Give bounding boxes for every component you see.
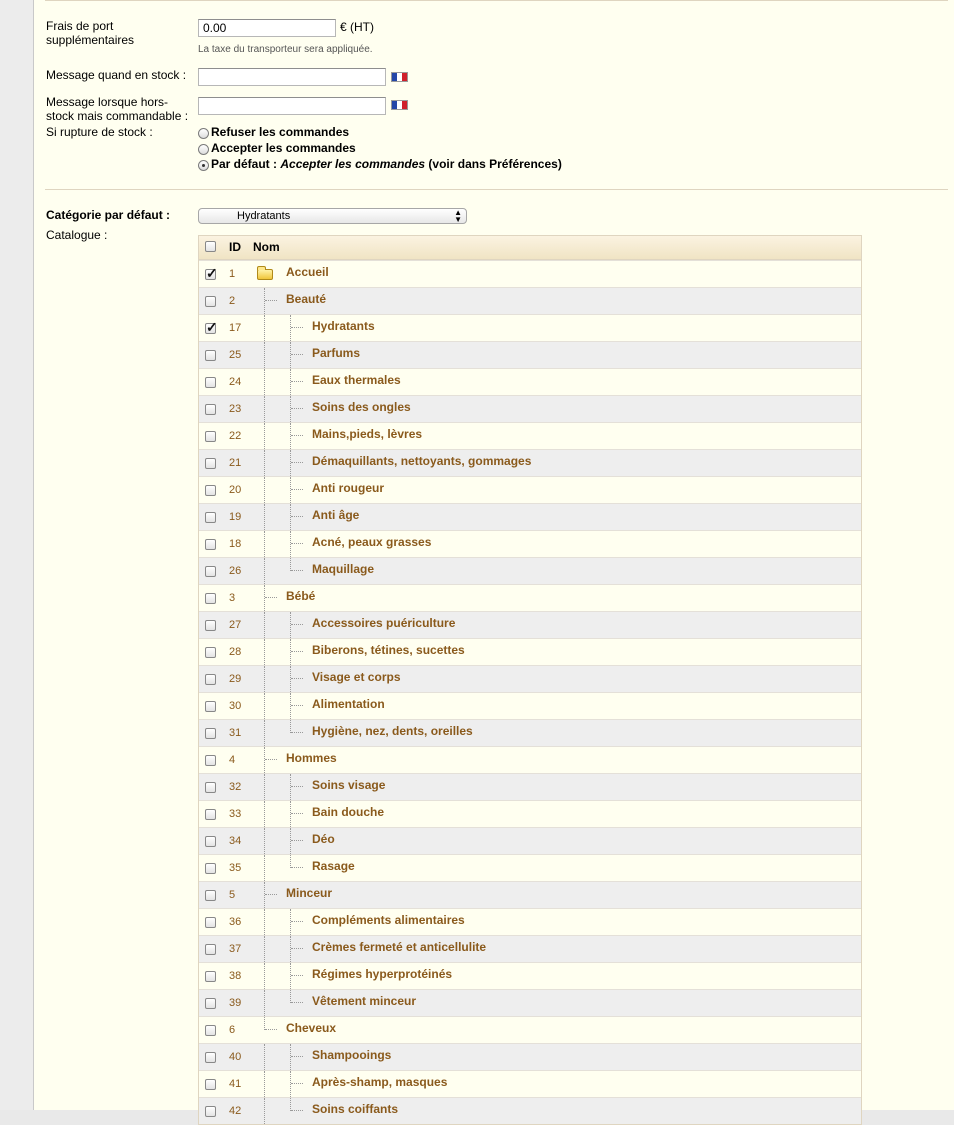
category-row[interactable] <box>199 341 861 368</box>
tree-line <box>264 1044 265 1070</box>
category-id: 39 <box>229 997 242 1009</box>
tree-line <box>290 639 291 665</box>
tree-line <box>264 720 265 746</box>
tree-branch <box>291 921 303 922</box>
category-checkbox[interactable] <box>205 512 216 523</box>
category-row[interactable] <box>199 1070 861 1097</box>
shipping-label <box>46 19 134 47</box>
category-name-link[interactable]: Soins coiffants <box>312 1102 399 1116</box>
category-checkbox[interactable] <box>205 431 216 442</box>
tree-branch <box>291 381 303 382</box>
category-row[interactable] <box>199 1016 861 1043</box>
category-name-link[interactable]: Accueil <box>286 265 329 279</box>
category-row[interactable] <box>199 260 861 287</box>
tree-line <box>264 666 265 692</box>
radio-refuse-label: Refuser les commandes <box>211 125 350 139</box>
category-checkbox[interactable] <box>205 728 216 739</box>
tree-branch <box>291 570 303 571</box>
tree-branch <box>291 867 303 868</box>
category-checkbox[interactable] <box>205 458 216 469</box>
category-id: 17 <box>229 322 242 334</box>
tree-line <box>290 828 291 854</box>
category-checkbox[interactable] <box>205 971 216 982</box>
category-name-link[interactable]: Vêtement minceur <box>312 994 417 1008</box>
category-checkbox[interactable] <box>205 269 216 280</box>
product-form-panel <box>34 0 954 1117</box>
radio-button-selected[interactable] <box>198 160 209 171</box>
category-name-link[interactable]: Biberons, tétines, sucettes <box>312 643 465 657</box>
tree-branch <box>291 813 303 814</box>
category-id: 37 <box>229 943 242 955</box>
category-row[interactable] <box>199 881 861 908</box>
category-id: 24 <box>229 376 242 388</box>
category-id: 4 <box>229 754 236 766</box>
category-row[interactable] <box>199 935 861 962</box>
category-name-link[interactable]: Hygiène, nez, dents, oreilles <box>312 724 473 738</box>
tree-line <box>264 396 265 422</box>
tree-line <box>264 477 265 503</box>
tree-line <box>264 693 265 719</box>
category-name-link[interactable]: Beauté <box>286 292 327 306</box>
tree-line <box>290 666 291 692</box>
category-checkbox[interactable] <box>205 350 216 361</box>
category-id: 3 <box>229 592 236 604</box>
category-checkbox[interactable] <box>205 647 216 658</box>
radio-button[interactable] <box>198 128 209 139</box>
category-id: 26 <box>229 565 242 577</box>
tree-branch <box>291 354 303 355</box>
category-checkbox[interactable] <box>205 674 216 685</box>
category-name-link[interactable]: Shampooings <box>312 1048 392 1062</box>
tree-branch <box>291 1083 303 1084</box>
tree-branch <box>291 840 303 841</box>
tree-line <box>290 504 291 530</box>
category-id: 28 <box>229 646 242 658</box>
category-id: 40 <box>229 1051 242 1063</box>
category-name-link[interactable]: Mains,pieds, lèvres <box>312 427 423 441</box>
category-name-link[interactable]: Déo <box>312 832 335 846</box>
tree-branch <box>291 678 303 679</box>
category-checkbox[interactable] <box>205 1106 216 1117</box>
category-name-link[interactable]: Bébé <box>286 589 316 603</box>
category-id: 29 <box>229 673 242 685</box>
category-id: 2 <box>229 295 236 307</box>
default-category-select[interactable] <box>198 208 467 224</box>
tree-line <box>264 882 265 908</box>
oos-policy-label: Si rupture de stock : <box>46 125 153 139</box>
category-id: 19 <box>229 511 242 523</box>
radio-refuse-orders[interactable] <box>198 124 349 140</box>
category-checkbox[interactable] <box>205 1025 216 1036</box>
category-row[interactable] <box>199 827 861 854</box>
category-row[interactable] <box>199 1043 861 1070</box>
shipping-hint: La taxe du transporteur sera appliquée. <box>198 44 373 55</box>
select-arrows-icon: ▲ ▼ <box>454 208 462 224</box>
tree-line <box>264 828 265 854</box>
radio-accept-orders[interactable] <box>198 140 356 156</box>
stock-message-input[interactable] <box>198 68 386 86</box>
stock-message-label: Message quand en stock : <box>46 68 187 82</box>
tree-branch <box>265 894 277 895</box>
category-checkbox[interactable] <box>205 917 216 928</box>
category-checkbox[interactable] <box>205 593 216 604</box>
category-row[interactable] <box>199 1097 861 1124</box>
tree-line <box>264 504 265 530</box>
category-id: 31 <box>229 727 242 739</box>
shipping-label-line2: supplémentaires <box>46 33 135 47</box>
section-divider <box>45 189 948 190</box>
category-id: 6 <box>229 1024 236 1036</box>
oos-message-label <box>46 95 188 123</box>
category-id: 23 <box>229 403 242 415</box>
tree-line <box>264 774 265 800</box>
tree-branch <box>265 759 277 760</box>
tree-line <box>290 1044 291 1070</box>
category-checkbox[interactable] <box>205 890 216 901</box>
category-checkbox[interactable] <box>205 377 216 388</box>
category-name-link[interactable]: Visage et corps <box>312 670 401 684</box>
category-id: 21 <box>229 457 242 469</box>
tree-line <box>290 477 291 503</box>
tree-branch <box>265 597 277 598</box>
tree-branch <box>291 408 303 409</box>
tree-line <box>290 369 291 395</box>
category-row[interactable] <box>199 854 861 881</box>
category-name-link[interactable]: Régimes hyperprotéinés <box>312 967 453 981</box>
tree-line <box>264 1098 265 1124</box>
tree-line <box>290 531 291 557</box>
category-checkbox[interactable] <box>205 296 216 307</box>
radio-default-orders[interactable] <box>198 156 562 172</box>
french-flag-icon[interactable] <box>391 72 408 82</box>
tree-line <box>290 936 291 962</box>
category-id: 30 <box>229 700 242 712</box>
radio-accept-label: Accepter les commandes <box>211 141 356 155</box>
category-row[interactable] <box>199 422 861 449</box>
category-name-link[interactable]: Démaquillants, nettoyants, gommages <box>312 454 532 468</box>
category-name-link[interactable]: Maquillage <box>312 562 375 576</box>
select-all-checkbox[interactable] <box>205 241 216 252</box>
category-id: 34 <box>229 835 242 847</box>
category-name-link[interactable]: Anti rougeur <box>312 481 384 495</box>
oos-message-input[interactable] <box>198 97 386 115</box>
tree-branch <box>291 435 303 436</box>
category-tree-table <box>198 235 862 1125</box>
tree-branch <box>291 786 303 787</box>
category-row[interactable] <box>199 557 861 584</box>
category-row[interactable] <box>199 287 861 314</box>
tree-branch <box>291 948 303 949</box>
category-id: 20 <box>229 484 242 496</box>
radio-default-prefix: Par défaut : <box>211 157 281 171</box>
category-row[interactable] <box>199 395 861 422</box>
category-id: 5 <box>229 889 236 901</box>
category-id: 41 <box>229 1078 242 1090</box>
category-row[interactable] <box>199 719 861 746</box>
category-name-link[interactable]: Hommes <box>286 751 337 765</box>
category-name-link[interactable]: Bain douche <box>312 805 385 819</box>
catalogue-label: Catalogue : <box>46 228 108 242</box>
column-header-id: ID <box>229 240 241 254</box>
tree-branch <box>291 1002 303 1003</box>
tree-line <box>264 288 265 314</box>
tree-branch <box>291 1056 303 1057</box>
category-row[interactable] <box>199 638 861 665</box>
radio-default-suffix: (voir dans Préférences) <box>425 157 562 171</box>
tree-line <box>290 774 291 800</box>
category-checkbox[interactable] <box>205 944 216 955</box>
category-id: 18 <box>229 538 242 550</box>
category-checkbox[interactable] <box>205 620 216 631</box>
oos-message-label-line1: Message lorsque hors- <box>46 95 169 109</box>
tree-branch <box>291 327 303 328</box>
tree-line <box>290 612 291 638</box>
tree-line <box>290 423 291 449</box>
column-header-name: Nom <box>253 240 280 254</box>
category-checkbox[interactable] <box>205 836 216 847</box>
tree-line <box>290 801 291 827</box>
category-checkbox[interactable] <box>205 485 216 496</box>
tree-line <box>264 423 265 449</box>
category-row[interactable] <box>199 962 861 989</box>
category-id: 1 <box>229 268 236 280</box>
tree-branch <box>291 1110 303 1111</box>
tree-line <box>264 531 265 557</box>
category-row[interactable] <box>199 503 861 530</box>
tree-line <box>264 558 265 584</box>
default-category-label: Catégorie par défaut : <box>46 208 171 222</box>
tree-line <box>264 801 265 827</box>
category-name-link[interactable]: Cheveux <box>286 1021 337 1035</box>
category-row[interactable] <box>199 476 861 503</box>
category-row[interactable] <box>199 665 861 692</box>
category-id: 33 <box>229 808 242 820</box>
french-flag-icon[interactable] <box>391 100 408 110</box>
tree-line <box>290 450 291 476</box>
tree-branch <box>291 705 303 706</box>
tree-line <box>290 1071 291 1097</box>
category-row[interactable] <box>199 692 861 719</box>
category-id: 36 <box>229 916 242 928</box>
tree-line <box>264 747 265 773</box>
tree-line <box>290 396 291 422</box>
category-id: 22 <box>229 430 242 442</box>
tree-line <box>264 990 265 1016</box>
category-name-link[interactable]: Hydratants <box>312 319 375 333</box>
category-row[interactable] <box>199 908 861 935</box>
tree-line <box>264 936 265 962</box>
category-row[interactable] <box>199 746 861 773</box>
category-row[interactable] <box>199 800 861 827</box>
category-checkbox[interactable] <box>205 755 216 766</box>
category-name-link[interactable]: Après-shamp, masques <box>312 1075 448 1089</box>
tree-branch <box>291 732 303 733</box>
category-checkbox[interactable] <box>205 539 216 550</box>
tree-branch <box>291 651 303 652</box>
category-row[interactable] <box>199 368 861 395</box>
folder-icon <box>257 269 273 280</box>
tree-branch <box>265 300 277 301</box>
category-name-link[interactable]: Anti âge <box>312 508 360 522</box>
category-checkbox[interactable] <box>205 323 216 334</box>
category-id: 42 <box>229 1105 242 1117</box>
category-checkbox[interactable] <box>205 863 216 874</box>
category-row[interactable] <box>199 449 861 476</box>
tree-branch <box>291 516 303 517</box>
category-id: 38 <box>229 970 242 982</box>
category-row[interactable] <box>199 530 861 557</box>
category-name-link[interactable]: Acné, peaux grasses <box>312 535 432 549</box>
category-checkbox[interactable] <box>205 404 216 415</box>
category-name-link[interactable]: Soins des ongles <box>312 400 411 414</box>
tree-branch <box>291 624 303 625</box>
tree-line <box>264 963 265 989</box>
tree-line <box>264 1071 265 1097</box>
shipping-label-line1: Frais de port <box>46 19 114 33</box>
category-id: 25 <box>229 349 242 361</box>
category-id: 32 <box>229 781 242 793</box>
shipping-cost-input[interactable] <box>198 19 336 37</box>
category-rows <box>199 260 861 1124</box>
radio-button[interactable] <box>198 144 209 155</box>
category-checkbox[interactable] <box>205 998 216 1009</box>
category-checkbox[interactable] <box>205 809 216 820</box>
category-checkbox[interactable] <box>205 566 216 577</box>
tree-line <box>264 612 265 638</box>
radio-default-em: Accepter les commandes <box>280 157 426 171</box>
oos-message-label-line2: stock mais commandable : <box>46 109 189 123</box>
category-checkbox[interactable] <box>205 782 216 793</box>
tree-line <box>264 585 265 611</box>
category-name-link[interactable]: Alimentation <box>312 697 385 711</box>
category-checkbox[interactable] <box>205 1052 216 1063</box>
category-name-link[interactable]: Compléments alimentaires <box>312 913 465 927</box>
tree-line <box>264 369 265 395</box>
tree-line <box>264 639 265 665</box>
category-name-link[interactable]: Minceur <box>286 886 333 900</box>
tree-line <box>290 315 291 341</box>
tree-line <box>264 315 265 341</box>
category-row[interactable] <box>199 314 861 341</box>
tree-branch <box>291 462 303 463</box>
category-name-link[interactable]: Parfums <box>312 346 361 360</box>
category-row[interactable] <box>199 989 861 1016</box>
tree-line <box>290 909 291 935</box>
category-checkbox[interactable] <box>205 701 216 712</box>
tree-line <box>290 693 291 719</box>
top-divider <box>45 0 948 3</box>
category-row[interactable] <box>199 773 861 800</box>
tree-line <box>264 855 265 881</box>
default-category-value: Hydratants <box>237 210 291 222</box>
category-name-link[interactable]: Accessoires puériculture <box>312 616 456 630</box>
tree-line <box>264 909 265 935</box>
shipping-unit: € (HT) <box>340 20 374 34</box>
tree-branch <box>291 975 303 976</box>
category-name-link[interactable]: Crèmes fermeté et anticellulite <box>312 940 487 954</box>
tree-line <box>264 342 265 368</box>
tree-branch <box>291 543 303 544</box>
tree-line <box>264 450 265 476</box>
tree-line <box>290 963 291 989</box>
category-id: 35 <box>229 862 242 874</box>
category-checkbox[interactable] <box>205 1079 216 1090</box>
tree-line <box>290 342 291 368</box>
category-id: 27 <box>229 619 242 631</box>
tree-branch <box>265 1029 277 1030</box>
category-table-header <box>199 236 861 260</box>
left-gutter <box>0 0 34 1110</box>
tree-branch <box>291 489 303 490</box>
category-name-link[interactable]: Soins visage <box>312 778 386 792</box>
category-row[interactable] <box>199 584 861 611</box>
category-name-link[interactable]: Eaux thermales <box>312 373 401 387</box>
category-name-link[interactable]: Rasage <box>312 859 355 873</box>
category-row[interactable] <box>199 611 861 638</box>
